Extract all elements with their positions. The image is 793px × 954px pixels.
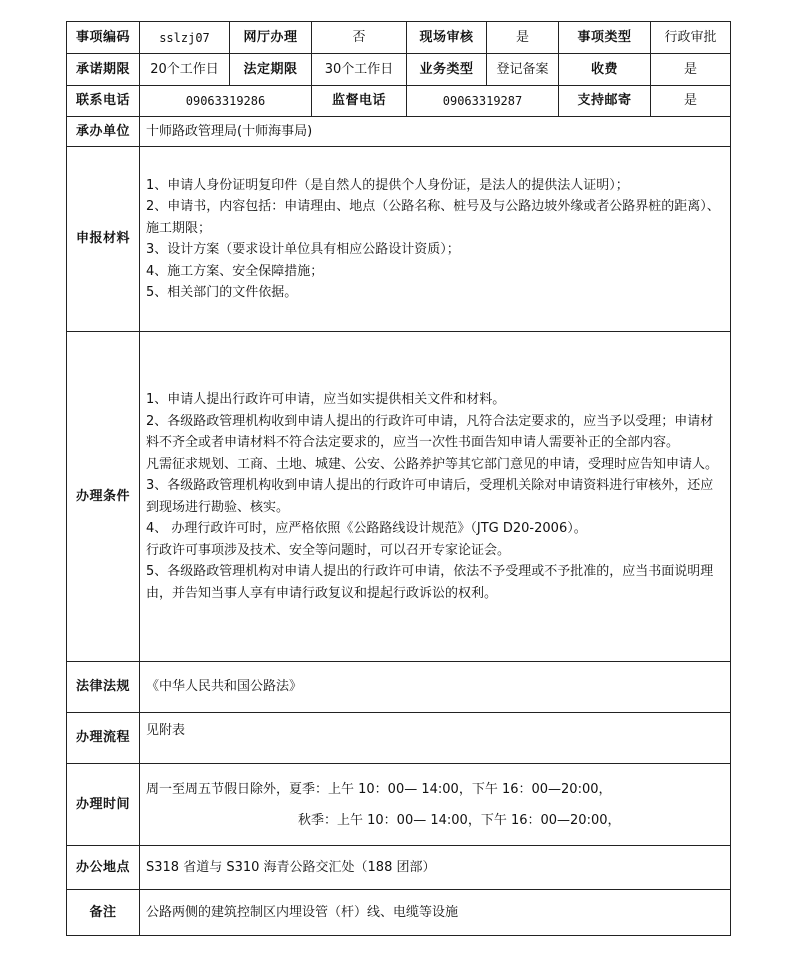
materials-item: 1、申请人身份证明复印件（是自然人的提供个人身份证，是法人的提供法人证明）； (146, 177, 629, 193)
hours-summer: 周一至周五节假日除外，夏季：上午 10：00— 14:00，下午 16：00—20:00， (146, 781, 612, 797)
location-label: 办公地点 (67, 846, 140, 890)
process-value: 见附表 (140, 713, 731, 764)
row-hours (67, 764, 731, 846)
conditions-item: 凡需征求规划、工商、土地、城建、公安、公路养护等其它部门意见的申请，受理时应告知申请人。 (146, 456, 719, 472)
type-value: 行政审批 (651, 22, 731, 54)
hours-label: 办理时间 (67, 764, 140, 846)
supervise-value: 09063319287 (407, 86, 559, 117)
hours-autumn: 秋季：上午 10：00— 14:00，下午 16：00—20:00， (298, 812, 621, 828)
materials-item: 2、申请书，内容包括：申请理由、地点（公路名称、桩号及与公路边坡外缘或者公路界桩的距离）、施工期限； (146, 199, 720, 236)
remark-label: 备注 (67, 890, 140, 936)
mail-label: 支持邮寄 (559, 86, 651, 117)
materials-item: 4、施工方案、安全保障措施； (146, 263, 324, 279)
onsite-label: 现场审核 (407, 22, 487, 54)
process-label: 办理流程 (67, 713, 140, 764)
unit-label: 承办单位 (67, 117, 140, 147)
online-value: 否 (312, 22, 407, 54)
fee-label: 收费 (559, 54, 651, 86)
onsite-value: 是 (487, 22, 559, 54)
online-label: 网厅办理 (230, 22, 312, 54)
row-process (67, 713, 731, 764)
phone-value: 09063319286 (140, 86, 312, 117)
conditions-item: 4、 办理行政许可时，应严格依照《公路路线设计规范》（JTG D20-2006）。 (146, 521, 587, 536)
materials-label: 申报材料 (67, 147, 140, 332)
law-value: 《中华人民共和国公路法》 (140, 662, 731, 713)
unit-value: 十师路政管理局(十师海事局) (140, 117, 731, 147)
biz-value: 登记备案 (487, 54, 559, 86)
row-remark (67, 890, 731, 936)
service-info-table (66, 21, 731, 936)
biz-label: 业务类型 (407, 54, 487, 86)
row-unit (67, 117, 731, 147)
row-contact (67, 86, 731, 117)
row-basic-info (67, 22, 731, 54)
legal-value: 30个工作日 (312, 54, 407, 86)
phone-label: 联系电话 (67, 86, 140, 117)
promise-label: 承诺期限 (67, 54, 140, 86)
row-deadlines (67, 54, 731, 86)
remark-value: 公路两侧的建筑控制区内埋设管（杆）线、电缆等设施 (140, 890, 731, 936)
type-label: 事项类型 (559, 22, 651, 54)
materials-list (140, 147, 731, 332)
item-code-value: sslzj07 (140, 22, 230, 54)
law-label: 法律法规 (67, 662, 140, 713)
row-law (67, 662, 731, 713)
row-location (67, 846, 731, 890)
conditions-item: 1、申请人提出行政许可申请，应当如实提供相关文件和材料。 (146, 392, 506, 407)
supervise-label: 监督电话 (312, 86, 407, 117)
row-conditions (67, 332, 731, 662)
conditions-label: 办理条件 (67, 332, 140, 662)
location-value: S318 省道与 S310 海青公路交汇处（188 团部） (140, 846, 731, 890)
mail-value: 是 (651, 86, 731, 117)
hours-value (140, 764, 731, 846)
conditions-item: 行政许可事项涉及技术、安全等问题时，可以召开专家论证会。 (146, 542, 511, 558)
conditions-item: 2、各级路政管理机构收到申请人提出的行政许可申请，凡符合法定要求的，应当予以受理；申请材料不齐全或者申请材料不符合法定要求的，应当一次性书面告知申请人需要补正的全部内容。 (146, 413, 714, 450)
materials-item: 3、设计方案（要求设计单位具有相应公路设计资质）； (146, 242, 460, 257)
item-code-label: 事项编码 (67, 22, 140, 54)
promise-value: 20个工作日 (140, 54, 230, 86)
legal-label: 法定期限 (230, 54, 312, 86)
row-materials (67, 147, 731, 332)
materials-item: 5、相关部门的文件依据。 (146, 285, 298, 300)
conditions-list (140, 332, 731, 662)
fee-value: 是 (651, 54, 731, 86)
conditions-item: 5、各级路政管理机构对申请人提出的行政许可申请，依法不予受理或不予批准的，应当书面说明理由，并告知当事人享有申请行政复议和提起行政诉讼的权利。 (146, 564, 714, 601)
conditions-item: 3、各级路政管理机构收到申请人提出的行政许可申请后，受理机关除对申请资料进行审核外，还应到现场进行勘验、核实。 (146, 478, 714, 515)
